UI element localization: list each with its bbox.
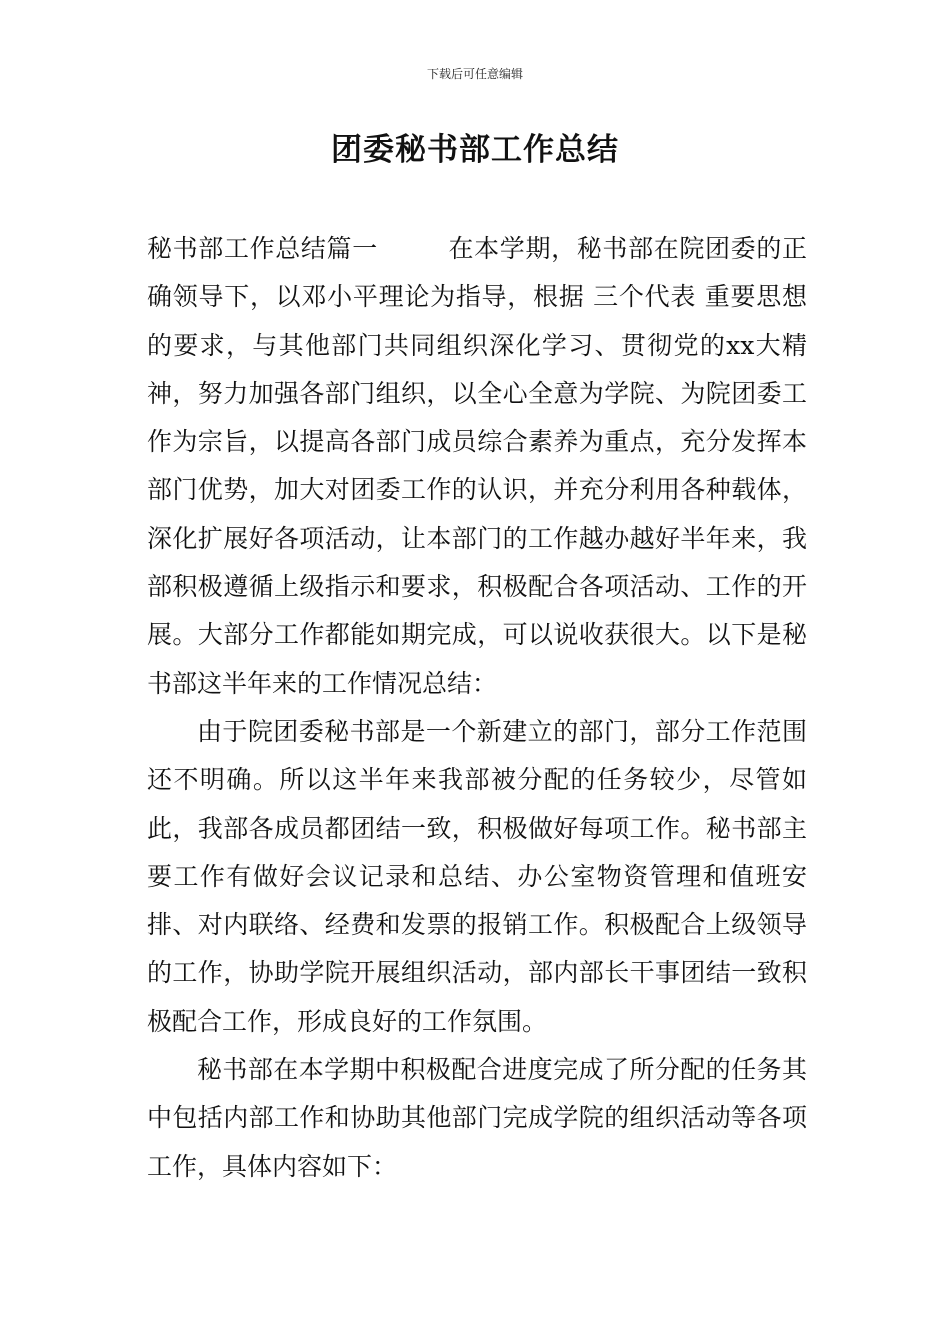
lead-text: 在本学期，秘书部在院团委的正确领导下，以邓小平理论为指导，根据 三个代表 重要思想的要求，与其他部门共同组织深化学习、贯彻党的xx大精神，努力加强各部门组织，以全心全意为学院、为院团委工作为宗旨，以提高各部门成员综合素养为重点，充分发挥本部门优势，加大对团委工作的认识，并充分利用各种载体，深化扩展好各项活动，让本部门的工作越办越好半年来，我部积极遵循上级指示和要求，积极配合各项活动、工作的开展。大部分工作都能如期完成，可以说收获很大。以下是秘书部这半年来的工作情况总结： (147, 234, 807, 698)
page-header-note: 下载后可任意编辑 (426, 67, 523, 81)
body-paragraph: 秘书部在本学期中积极配合进度完成了所分配的任务其中包括内部工作和协助其他部门完成学院的组织活动等各项工作，具体内容如下： (147, 1055, 807, 1181)
body-paragraph: 由于院团委秘书部是一个新建立的部门，部分工作范围还不明确。所以这半年来我部被分配的任务较少，尽管如此，我部各成员都团结一致，积极做好每项工作。秘书部主要工作有做好会议记录和总结、办公室物资管理和值班安排、对内联络、经费和发票的报销工作。积极配合上级领导的工作，协助学院开展组织活动，部内部长干事团结一致积极配合工作，形成良好的工作氛围。 (147, 716, 807, 1036)
section-heading: 秘书部工作总结篇一 (147, 234, 378, 263)
lead-paragraph (147, 225, 807, 708)
document-body (147, 225, 807, 1191)
document-title: 团委秘书部工作总结 (331, 132, 619, 168)
